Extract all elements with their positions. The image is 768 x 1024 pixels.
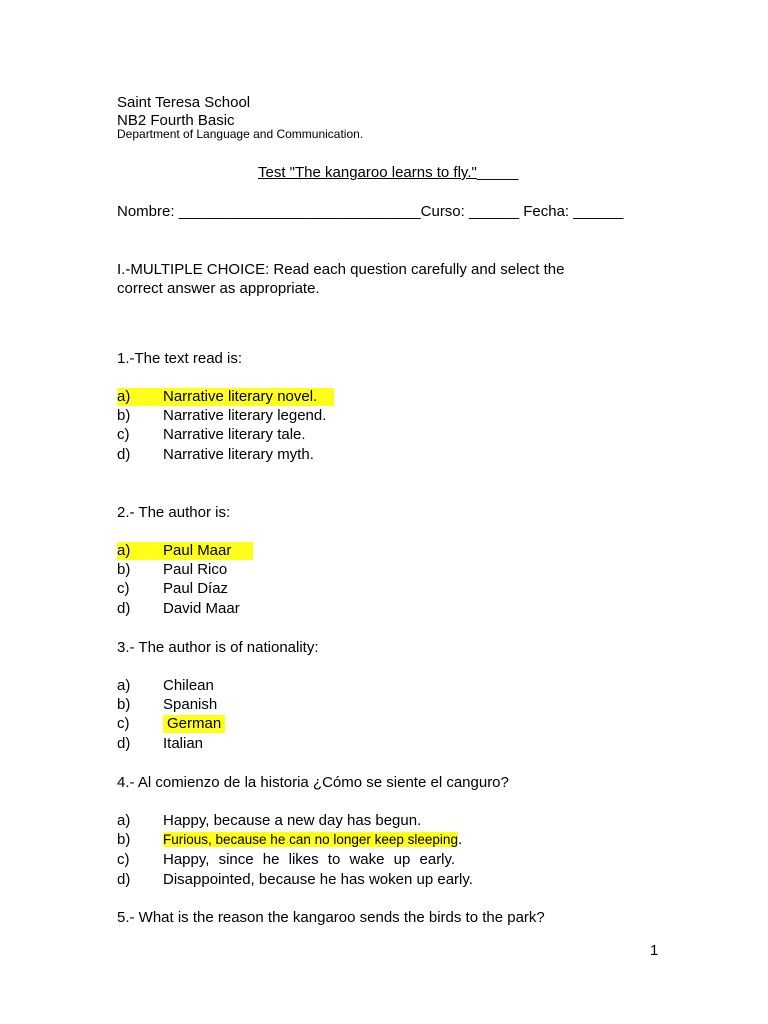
question-3-option-a [117, 677, 677, 695]
option-text: Narrative literary tale. [163, 426, 306, 443]
question-1-option-c [117, 426, 677, 444]
question-1-option-a [117, 388, 677, 406]
question-4-option-d [117, 871, 677, 889]
test-title: Test "The kangaroo learns to fly." [258, 164, 477, 181]
option-text: Paul Maar [163, 542, 232, 559]
question-2-option-b [117, 561, 677, 579]
option-text: Spanish [163, 696, 218, 713]
question-2-prompt: 2.- The author is: [117, 504, 231, 521]
option-letter: c) [117, 715, 130, 732]
fecha-label: Fecha: [523, 203, 570, 220]
question-4-option-c [117, 851, 677, 869]
option-letter: a) [117, 677, 131, 694]
grade-level: NB2 Fourth Basic [117, 112, 235, 129]
option-letter: d) [117, 600, 131, 617]
option-letter: c) [117, 851, 130, 868]
option-letter: b) [117, 696, 131, 713]
question-3-option-d [117, 735, 677, 753]
test-title-line [258, 164, 519, 182]
option-letter: c) [117, 580, 130, 597]
option-text-wrap [163, 831, 462, 849]
test-title-blank: _____ [476, 164, 519, 181]
option-text: Italian [163, 735, 204, 752]
option-letter: b) [117, 407, 131, 424]
option-letter: b) [117, 561, 131, 578]
option-text: Paul Díaz [163, 580, 229, 597]
page-number: 1 [650, 942, 659, 959]
option-text: David Maar [163, 600, 240, 617]
question-3-option-b [117, 696, 677, 714]
option-text: Happy, since he likes to wake up early. [163, 851, 456, 868]
option-letter: d) [117, 871, 131, 888]
option-letter: a) [117, 812, 131, 829]
option-letter: d) [117, 446, 131, 463]
question-1-prompt: 1.-The text read is: [117, 350, 243, 367]
question-3-option-c [117, 715, 677, 733]
option-text: Narrative literary myth. [163, 446, 314, 463]
student-fields-line [117, 203, 623, 221]
fecha-blank: ______ [573, 203, 624, 220]
section-instructions-line-2: correct answer as appropriate. [117, 280, 320, 297]
option-letter: d) [117, 735, 131, 752]
question-2-option-a [117, 542, 677, 560]
option-letter: a) [117, 388, 131, 405]
option-text: Narrative literary novel. [163, 388, 318, 405]
option-letter: c) [117, 426, 130, 443]
option-text: Paul Rico [163, 561, 228, 578]
school-name: Saint Teresa School [117, 94, 251, 111]
curso-label: Curso: [420, 203, 465, 220]
section-instructions-line-1: I.-MULTIPLE CHOICE: Read each question carefully and select the [117, 261, 565, 278]
option-text-period: . [457, 831, 463, 848]
question-5-prompt: 5.- What is the reason the kangaroo sends the birds to the park? [117, 909, 545, 926]
question-1-option-b [117, 407, 677, 425]
question-3-prompt: 3.- The author is of nationality: [117, 639, 319, 656]
option-text: Disappointed, because he has woken up early. [163, 871, 473, 888]
question-2-option-d [117, 600, 677, 618]
question-2-option-c [117, 580, 677, 598]
option-text: Happy, because a new day has begun. [163, 812, 422, 829]
question-4-option-b [117, 831, 677, 849]
option-text: German [167, 715, 222, 732]
curso-blank: ______ [469, 203, 520, 220]
answer-highlight: Furious, because he can no longer keep sleeping [163, 832, 458, 847]
nombre-label: Nombre: [117, 203, 175, 220]
nombre-blank: _____________________________ [178, 203, 421, 220]
option-text: Narrative literary legend. [163, 407, 327, 424]
question-4-prompt: 4.- Al comienzo de la historia ¿Cómo se siente el canguro? [117, 774, 509, 791]
question-1-option-d [117, 446, 677, 464]
department-name: Department of Language and Communication. [117, 127, 364, 141]
option-letter: b) [117, 831, 131, 848]
option-text: Chilean [163, 677, 214, 694]
question-4-option-a [117, 812, 677, 830]
option-letter: a) [117, 542, 131, 559]
